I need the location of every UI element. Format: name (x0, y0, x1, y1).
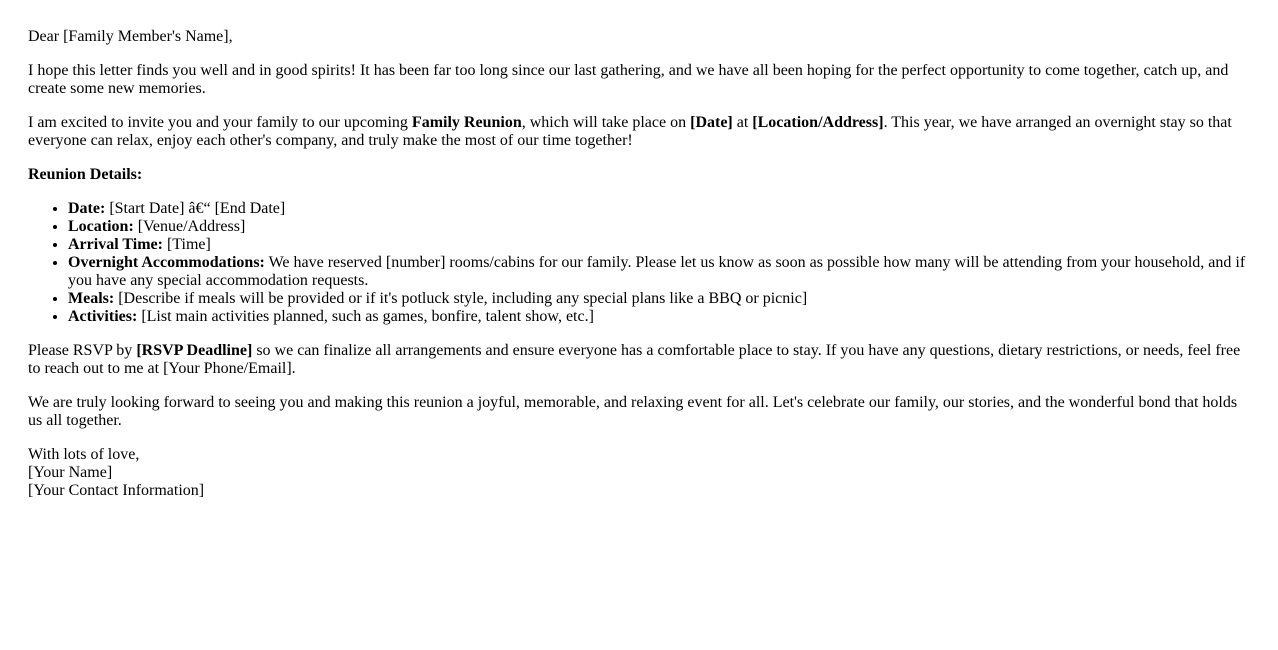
detail-label: Location: (68, 218, 134, 235)
signoff-salutation: With lots of love, (28, 446, 140, 463)
event-location: [Location/Address] (752, 114, 884, 131)
rsvp-deadline: [RSVP Deadline] (136, 342, 253, 359)
invite-text-2: , which will take place on (521, 114, 691, 131)
invite-paragraph (28, 114, 1250, 150)
details-list (28, 200, 1250, 326)
signoff (28, 446, 1250, 500)
event-name: Family Reunion (411, 114, 522, 131)
intro-paragraph: I hope this letter finds you well and in good spirits! It has been far too long since our last gathering, and we have all been hoping for the perfect opportunity to come together, catch up, and create some new memories. (28, 62, 1229, 97)
event-date: [Date] (690, 114, 733, 131)
rsvp-text-2: so we can finalize all arrangements and ensure everyone has a comfortable place to stay. If you have any questions, dietary restrictions, or needs, feel free to reach out to me at [Your Phone/Email]. (28, 342, 1241, 377)
detail-item-activities (68, 308, 1250, 326)
detail-label: Date: (68, 200, 106, 217)
detail-value: [Venue/Address] (133, 218, 246, 235)
details-heading (28, 166, 1250, 184)
detail-item-arrival-time (68, 236, 1250, 254)
letter (28, 28, 1250, 500)
closing-paragraph: We are truly looking forward to seeing you and making this reunion a joyful, memorable, and relaxing event for all. Let's celebrate our family, our stories, and the wonderful bond that holds us all together. (28, 394, 1238, 429)
detail-value: We have reserved [number] rooms/cabins for our family. Please let us know as soon as possible how many will be attending from your household, and if you have any special accommodation requests. (68, 254, 1246, 289)
rsvp-text-1: Please RSVP by (28, 342, 137, 359)
invite-text-1: I am excited to invite you and your family to our upcoming (28, 114, 412, 131)
signoff-name: [Your Name] (28, 464, 113, 481)
invite-text-4: . This year, we have arranged an overnight stay so that everyone can relax, enjoy each other's company, and truly make the most of our time together! (28, 114, 1232, 149)
detail-label: Activities: (68, 308, 138, 325)
detail-value: [Start Date] â€“ [End Date] (105, 200, 286, 217)
detail-item-date (68, 200, 1250, 218)
detail-item-location (68, 218, 1250, 236)
detail-item-accommodations (68, 254, 1250, 290)
detail-value: [List main activities planned, such as games, bonfire, talent show, etc.] (137, 308, 594, 325)
details-heading-text: Reunion Details: (28, 166, 143, 183)
detail-value: [Describe if meals will be provided or if it's potluck style, including any special plans like a BBQ or picnic] (114, 290, 808, 307)
invite-text-3: at (732, 114, 753, 131)
detail-label: Arrival Time: (68, 236, 163, 253)
detail-item-meals (68, 290, 1250, 308)
rsvp-paragraph (28, 342, 1250, 378)
detail-label: Overnight Accommodations: (68, 254, 265, 271)
detail-label: Meals: (68, 290, 115, 307)
greeting: Dear [Family Member's Name], (28, 28, 233, 45)
detail-value: [Time] (162, 236, 211, 253)
signoff-contact: [Your Contact Information] (28, 482, 205, 499)
